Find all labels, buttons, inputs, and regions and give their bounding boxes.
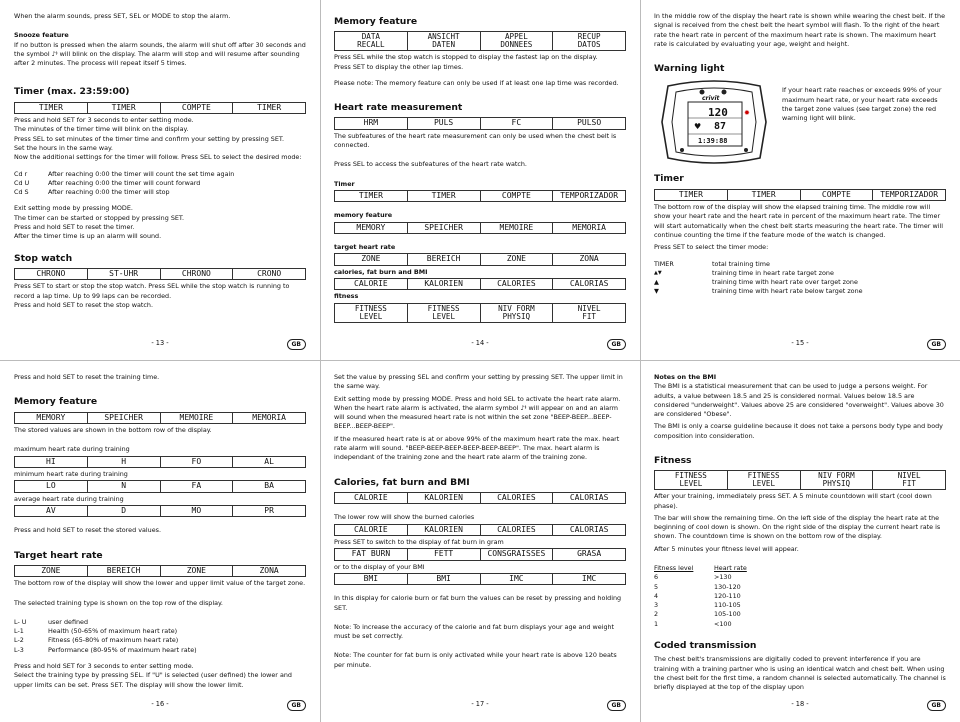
fitness-table-header: Fitness level Heart rate bbox=[654, 563, 747, 572]
display-cell: ST-UHR bbox=[87, 269, 160, 279]
display-cell: CALORIE bbox=[354, 279, 388, 288]
calories-heading: Calories, fat burn and BMI bbox=[334, 476, 470, 488]
display-label-row bbox=[654, 189, 946, 201]
warning-light-icon: ✹ bbox=[744, 109, 750, 118]
display-cell: ZONE bbox=[361, 254, 381, 264]
display-cell: HRM bbox=[363, 118, 379, 128]
text-line: Press SEL to access the subfeatures of the heart rate watch. bbox=[334, 160, 527, 169]
row-label: average heart rate during training bbox=[14, 494, 124, 503]
text-line: Press and hold SET for 3 seconds to enter setting mode. bbox=[14, 116, 194, 125]
text-line: After the timer time is up an alarm will sound. bbox=[14, 232, 162, 241]
row-label: minimum heart rate during training bbox=[14, 469, 128, 478]
note-text: Note: To increase the accuracy of the calorie and fat burn displays your age and weight must be set correctly. bbox=[334, 622, 615, 641]
intro-text: When the alarm sounds, press SET, SEL or MODE to stop the alarm. bbox=[14, 12, 231, 20]
page-number: - 17 - bbox=[471, 700, 489, 708]
display-cell: TIMER bbox=[87, 103, 160, 113]
language-badge: GB bbox=[287, 700, 307, 711]
display-cell: PULS bbox=[407, 118, 480, 128]
display-cell: RECUP DATOS bbox=[552, 32, 625, 50]
display-cell: FITNESS LEVEL bbox=[674, 471, 707, 489]
display-cell: MEMOIRE bbox=[480, 223, 553, 233]
text-line: The timer can be started or stopped by pressing SET. bbox=[14, 213, 185, 222]
display-cell: HI bbox=[46, 456, 56, 466]
watch-digits: 87 bbox=[714, 121, 727, 133]
display-cell: ZONE bbox=[160, 566, 233, 576]
display-label-row bbox=[14, 456, 306, 468]
text-line: or to the display of your BMI bbox=[334, 562, 425, 571]
display-cell: NIV FORM PHYSIQ bbox=[800, 471, 873, 489]
display-label-row bbox=[334, 303, 626, 323]
display-cell: MEMORY bbox=[36, 412, 66, 422]
mode-row: Cd r After reaching 0:00 the timer will count the set time again bbox=[14, 169, 235, 178]
display-cell: BEREICH bbox=[407, 254, 480, 264]
snooze-text: If no button is pressed when the alarm sounds, the alarm will shut off after 30 seconds and the symbol ♪⁾ will blink on the display. The alarm will stop and will resume after sounding after 2 minutes. The process will repeat itself 5 times. bbox=[14, 40, 306, 68]
display-cell: CALORIES bbox=[480, 525, 553, 535]
warning-heading: Warning light bbox=[654, 63, 725, 75]
display-cell: CALORIAS bbox=[552, 493, 625, 503]
display-label-row bbox=[334, 31, 626, 51]
heart-rate-heading: Heart rate measurement bbox=[334, 102, 463, 114]
language-badge: GB bbox=[927, 700, 947, 711]
page-footer bbox=[320, 339, 640, 351]
display-cell: CONSGRAISSES bbox=[480, 549, 553, 559]
display-label-row bbox=[334, 524, 626, 536]
page-number: - 16 - bbox=[151, 700, 169, 708]
display-label-row bbox=[334, 492, 626, 504]
text-line: Exit setting mode by pressing MODE. bbox=[14, 204, 133, 213]
page-footer bbox=[0, 339, 320, 351]
text-line: The bar will show the remaining time. On the left side of the display the heart rate at the beginning of cool down is shown. On the right side of the display the current heart rate is shown. The countdown time is shown on the bottom row of the display. bbox=[654, 513, 941, 541]
text-line: In this display for calorie burn or fat burn the values can be reset by pressing and holding SET. bbox=[334, 594, 622, 612]
text-line: Set the hours in the same way. bbox=[14, 143, 113, 152]
page-18 bbox=[640, 361, 960, 722]
text-line: Set the value by pressing SEL and confirm your setting by pressing SET. The upper limit in the same way. bbox=[334, 373, 623, 391]
snooze-heading: Snooze feature bbox=[14, 31, 69, 40]
display-cell: TIMER bbox=[678, 189, 703, 199]
display-cell: MEMORIA bbox=[232, 413, 305, 423]
display-cell: TIMER bbox=[232, 103, 305, 113]
display-cell: TIMER bbox=[38, 102, 63, 112]
display-cell: ZONA bbox=[552, 254, 625, 264]
display-cell: IMC bbox=[552, 574, 625, 584]
fitness-heading: Fitness bbox=[654, 454, 692, 466]
display-cell: TEMPORIZADOR bbox=[552, 191, 625, 201]
watch-illustration bbox=[654, 78, 774, 166]
mode-row: Cd U After reaching 0:00 the timer will count forward bbox=[14, 178, 201, 187]
display-label-row bbox=[14, 102, 306, 114]
text-line: Press SET to display the other lap times. bbox=[334, 62, 464, 71]
display-cell: CRONO bbox=[232, 269, 305, 279]
stopwatch-heading: Stop watch bbox=[14, 252, 73, 264]
display-cell: FO bbox=[160, 457, 233, 467]
row-label: maximum heart rate during training bbox=[14, 445, 130, 454]
watch-digits: 1:39:88 bbox=[698, 137, 728, 146]
mode-row: Cd S After reaching 0:00 the timer will stop bbox=[14, 188, 170, 197]
display-cell: SPEICHER bbox=[407, 223, 480, 233]
display-cell: ZONA bbox=[232, 566, 305, 576]
display-label-row bbox=[14, 412, 306, 424]
mode-row: ▲ training time with heart rate over target zone bbox=[654, 278, 858, 287]
page-15 bbox=[640, 0, 960, 361]
display-cell: TIMER bbox=[358, 190, 383, 200]
alarm-text: Exit setting mode by pressing MODE. Press and hold SEL to activate the heart rate alarm. When the heart rate alarm is activated, the alarm symbol ♪⁾ will appear on and an alarm will sound when the measured heart rate is not within the set zone "BEEP-BEEP...BEEP-BEEP...BEEP-BEEP". bbox=[334, 394, 621, 431]
memory-heading: Memory feature bbox=[334, 16, 418, 27]
text-line: Press SET to start or stop the stop watch. Press SEL while the stop watch is running to record a lap time. Up to 99 laps can be recorded. bbox=[14, 282, 290, 300]
display-label-row bbox=[14, 268, 306, 280]
display-cell: FAT BURN bbox=[351, 549, 391, 559]
heart-icon: ♥ bbox=[694, 122, 702, 132]
text-line: After your training, immediately press SET. A 5 minute countdown will start (cool down phase). bbox=[654, 492, 932, 510]
mode-row: ▼ training time with heart rate below target zone bbox=[654, 287, 863, 296]
text-line: Press and hold SET to reset the timer. bbox=[14, 222, 135, 231]
page-number: - 18 - bbox=[791, 700, 809, 708]
display-cell: AV bbox=[46, 505, 56, 515]
page-number: - 15 - bbox=[791, 339, 809, 347]
text-line: The bottom row of the display will show the elapsed training time. The middle row will show your heart rate and the heart rate in percent of the maximum heart rate. The timer will start automatically when the chest belt starts measuring the heart rate. The timer will continue counting the time if the feature mode of the watch is changed. bbox=[654, 203, 944, 240]
display-cell: D bbox=[87, 506, 160, 516]
subfeature-label: memory feature bbox=[334, 211, 393, 220]
display-cell: FITNESS LEVEL bbox=[407, 304, 480, 322]
fitness-table-row: 5 130-120 bbox=[654, 582, 741, 591]
display-label-row bbox=[334, 190, 626, 202]
type-row: L-1 Health (50-65% of maximum heart rate) bbox=[14, 627, 178, 636]
display-cell: NIVEL FIT bbox=[552, 304, 625, 322]
watch-brand: crivit bbox=[702, 95, 720, 103]
coded-heading: Coded transmission bbox=[654, 639, 757, 651]
display-cell: AL bbox=[232, 457, 305, 467]
display-cell: ZONE bbox=[41, 565, 61, 575]
fitness-table-row: 4 120-110 bbox=[654, 591, 741, 600]
display-cell: NIVEL FIT bbox=[872, 471, 945, 489]
subfeature-label: Timer bbox=[334, 179, 355, 188]
subfeature-label: fitness bbox=[334, 292, 359, 301]
text-line: Press SEL to set minutes of the timer time and confirm your setting by pressing SET. bbox=[14, 134, 285, 143]
intro-text: In the middle row of the display the heart rate is shown while wearing the chest belt. If the signal is received from the chest belt the heart symbol will flash. To the right of the heart rate the heart rate in percent of the maximum heart rate is shown. The maximum heart rate is calculated by evaluating your age, weight and height. bbox=[654, 12, 946, 48]
page-footer bbox=[640, 339, 960, 351]
display-cell: FITNESS LEVEL bbox=[354, 303, 387, 321]
subfeature-label: target heart rate bbox=[334, 243, 396, 252]
text-line: The bottom row of the display will show the lower and upper limit value of the target zone. bbox=[14, 579, 306, 588]
fitness-table-row: 6 >130 bbox=[654, 573, 732, 582]
text-line: Press and hold SET to reset the stored values. bbox=[14, 526, 162, 535]
display-label-row bbox=[334, 278, 626, 290]
display-cell: FETT bbox=[407, 549, 480, 559]
language-badge: GB bbox=[287, 339, 307, 350]
text-line: Press SET to select the timer mode: bbox=[654, 243, 769, 252]
text-line: Press SEL while the stop watch is stopped to display the fastest lap on the display. bbox=[334, 53, 598, 62]
fitness-table-row: 2 105-100 bbox=[654, 610, 741, 619]
warning-text: If your heart rate reaches or exceeds 99% of your maximum heart rate, or your heart rate exceeds the target zone values (see target zone) the red warning light will blink. bbox=[782, 86, 942, 123]
display-cell: MEMORY bbox=[356, 222, 386, 232]
page-13 bbox=[0, 0, 320, 361]
timer-heading: Timer bbox=[654, 173, 684, 185]
page-16 bbox=[0, 361, 320, 722]
text-line: The chest belt's transmissions are digitally coded to prevent interference if you are training with a training partner who is using an identical watch and chest belt. When using the chest belt for the first time, a random channel is selected automatically. The channel is briefly displayed at the top of the display upon bbox=[654, 655, 946, 692]
page-footer bbox=[320, 700, 640, 712]
display-label-row bbox=[14, 480, 306, 492]
language-badge: GB bbox=[607, 339, 627, 350]
display-cell: ANSICHT DATEN bbox=[407, 32, 480, 50]
display-cell: BMI bbox=[407, 574, 480, 584]
memory-note: Please note: The memory feature can only be used if at least one lap time was recorded. bbox=[334, 78, 619, 87]
text-line: Select the training type by pressing SEL. If "U" is selected (user defined) the lower and upper limits can be set. Press SET. The display will show the lower limit. bbox=[14, 671, 292, 689]
intro-text: Press and hold SET to reset the training time. bbox=[14, 373, 160, 381]
display-cell: N bbox=[87, 481, 160, 491]
display-cell: FITNESS LEVEL bbox=[727, 471, 800, 489]
fitness-table-row: 1 <100 bbox=[654, 619, 732, 628]
text-line: Now the additional settings for the timer will follow. Press SEL to select the desired mode: bbox=[14, 153, 302, 162]
display-cell: DATA RECALL bbox=[357, 32, 385, 50]
alarm-symbol-icon: ♪⁾ bbox=[51, 49, 58, 58]
timer-heading: Timer (max. 23:59:00) bbox=[14, 86, 130, 98]
type-row: L-2 Fitness (65-80% of maximum heart rate) bbox=[14, 636, 179, 645]
page-17 bbox=[320, 361, 640, 722]
display-cell: BMI bbox=[363, 573, 379, 583]
display-cell: IMC bbox=[480, 574, 553, 584]
display-cell: LO bbox=[46, 481, 56, 491]
display-cell: CALORIES bbox=[480, 279, 553, 289]
display-cell: BA bbox=[232, 481, 305, 491]
display-cell: COMPTE bbox=[480, 191, 553, 201]
alarm-symbol-icon: ♪⁾ bbox=[520, 403, 527, 412]
watch-digits: 120 bbox=[708, 106, 728, 120]
page-14 bbox=[320, 0, 640, 361]
type-row: L- U user defined bbox=[14, 617, 89, 626]
text-line: The BMI is only a coarse guideline because it does not take a persons body type and body composition into consideration. bbox=[654, 422, 943, 440]
type-row: L-3 Performance (80-95% of maximum heart rate) bbox=[14, 645, 197, 654]
page-footer bbox=[640, 700, 960, 712]
mode-row: ▲▼ training time in heart rate target zone bbox=[654, 268, 834, 277]
text-line: The lower row will show the burned calories bbox=[334, 513, 475, 522]
language-badge: GB bbox=[927, 339, 947, 350]
display-cell: SPEICHER bbox=[87, 413, 160, 423]
display-label-row bbox=[654, 470, 946, 490]
display-label-row bbox=[334, 548, 626, 560]
text-line: If the measured heart rate is at or above 99% of the maximum heart rate the max. heart rate alarm will sound. "BEEP-BEEP-BEEP-BEEP-BEEP-BEEP". The max. heart alarm is independant of the training zone and the heart rate alarm of the training zone. bbox=[334, 434, 620, 462]
mode-row: TIMER total training time bbox=[654, 259, 770, 268]
display-cell: KALORIEN bbox=[407, 279, 480, 289]
subfeature-label: calories, fat burn and BMI bbox=[334, 267, 428, 276]
display-cell: NIV FORM PHYSIQ bbox=[480, 304, 553, 322]
display-cell: TEMPORIZADOR bbox=[872, 190, 945, 200]
text-line: The selected training type is shown on the top row of the display. bbox=[14, 598, 223, 607]
fitness-table-row: 3 110-105 bbox=[654, 601, 741, 610]
note-text: Note: The counter for fat burn is only activated while your heart rate is above 120 beats per minute. bbox=[334, 651, 617, 669]
display-cell: TIMER bbox=[407, 191, 480, 201]
display-cell: MEMORIA bbox=[552, 223, 625, 233]
display-cell: CHRONO bbox=[36, 268, 66, 278]
display-cell: CALORIES bbox=[480, 493, 553, 503]
display-cell: BEREICH bbox=[87, 566, 160, 576]
text-line: The subfeatures of the heart rate measurement can only be used when the chest belt is connected. bbox=[334, 131, 617, 150]
display-cell: MEMOIRE bbox=[160, 413, 233, 423]
warning-figure bbox=[654, 78, 946, 166]
display-cell: FC bbox=[480, 118, 553, 128]
display-cell: TIMER bbox=[727, 190, 800, 200]
display-label-row bbox=[334, 573, 626, 585]
display-cell: PULSO bbox=[552, 118, 625, 128]
display-cell: CALORIE bbox=[354, 524, 388, 534]
display-cell: GRASA bbox=[552, 549, 625, 559]
text-line: The BMI is a statistical measurement that can be used to judge a persons weight. For adults, a value between 18.5 and 25 is considered normal. Values below 18.5 are considered "underweight". Values above 25 are considered "overweight". Values above 30 are considered "Obese". bbox=[654, 382, 944, 419]
text-line: After 5 minutes your fitness level will appear. bbox=[654, 544, 799, 553]
display-cell: ZONE bbox=[480, 254, 553, 264]
text-line: Press SET to switch to the display of fat burn in gram bbox=[334, 537, 504, 546]
target-heading: Target heart rate bbox=[14, 549, 103, 561]
display-label-row bbox=[14, 565, 306, 577]
display-label-row bbox=[334, 117, 626, 129]
display-cell: CALORIAS bbox=[552, 525, 625, 535]
display-cell: KALORIEN bbox=[407, 525, 480, 535]
text-line: Press and hold SET to reset the stop watch. bbox=[14, 300, 154, 309]
display-cell: CALORIAS bbox=[552, 279, 625, 289]
text-line: The stored values are shown in the bottom row of the display. bbox=[14, 426, 212, 435]
language-badge: GB bbox=[607, 700, 627, 711]
display-cell: FA bbox=[160, 481, 233, 491]
display-cell: PR bbox=[232, 506, 305, 516]
text-line: The minutes of the timer time will blink on the display. bbox=[14, 125, 189, 134]
bmi-heading: Notes on the BMI bbox=[654, 373, 717, 381]
display-cell: APPEL DONNEES bbox=[480, 32, 553, 50]
page-number: - 13 - bbox=[151, 339, 169, 347]
display-cell: CHRONO bbox=[160, 269, 233, 279]
page-footer bbox=[0, 700, 320, 712]
display-cell: H bbox=[87, 457, 160, 467]
display-cell: CALORIE bbox=[354, 492, 388, 502]
display-cell: KALORIEN bbox=[407, 493, 480, 503]
memory-heading: Memory feature bbox=[14, 396, 98, 408]
timer-instructions bbox=[14, 116, 306, 162]
display-cell: MO bbox=[160, 506, 233, 516]
display-cell: COMPTE bbox=[160, 103, 233, 113]
display-cell: COMPTE bbox=[800, 190, 873, 200]
display-label-row bbox=[14, 505, 306, 517]
text-line: Press and hold SET for 3 seconds to enter setting mode. bbox=[14, 662, 194, 671]
display-label-row bbox=[334, 222, 626, 234]
display-label-row bbox=[334, 253, 626, 265]
page-number: - 14 - bbox=[471, 339, 489, 347]
